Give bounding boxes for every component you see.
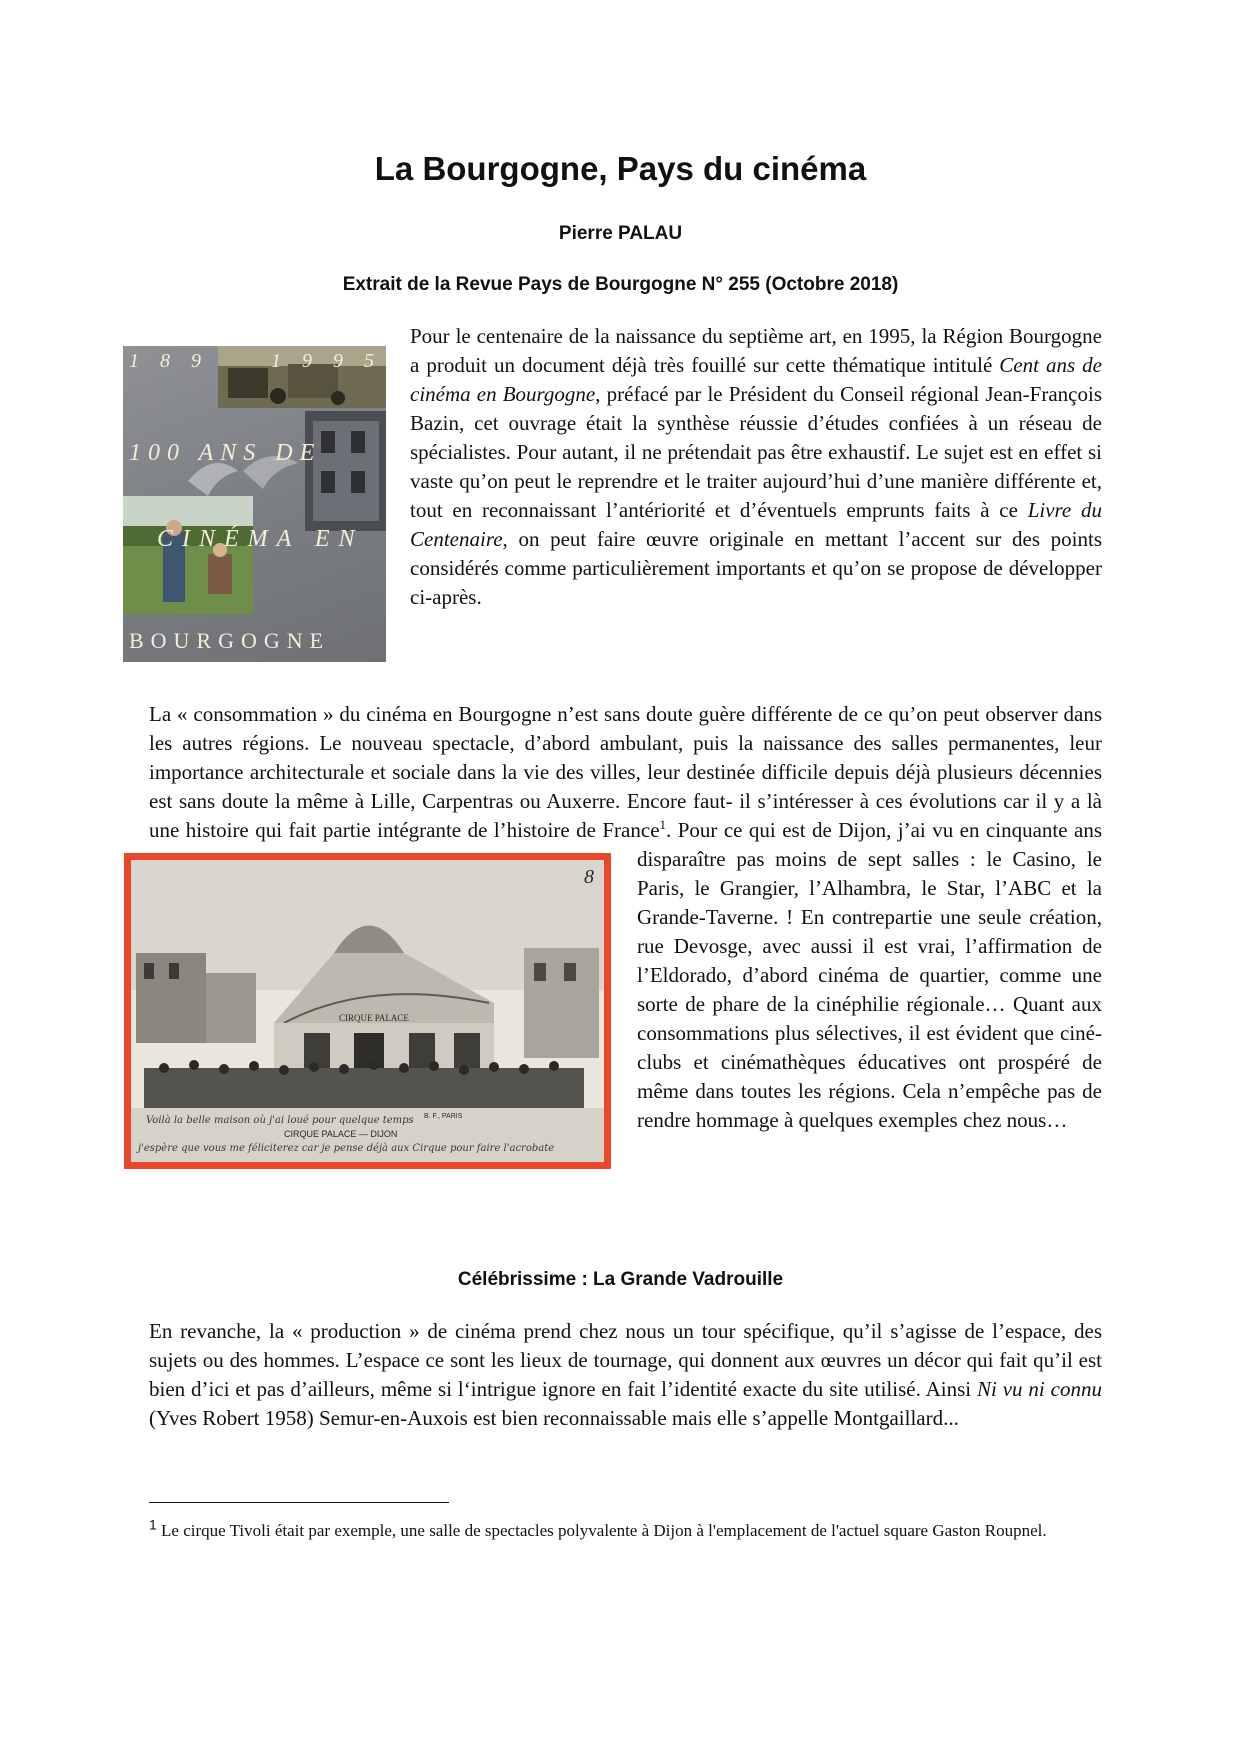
paragraph-consumption-text-2: . Pour ce qui est de Dijon, j’ai vu en cinquante ans disparaître pas moins de sept salles : le Casino, le Paris, le Grangier, l’Alhambra, le Star, l’ABC et la Grande-Taverne. ! En contrepartie une seule création, rue Devosge, avec aussi il est vrai, l’affirmation de l’Eldorado, d’abord cinéma de quartier, comme une sorte de phare de la cinéphilie régionale… Quant aux consommations plus sélectives, il est évident que ciné-clubs et cinémathèques éducatives ont prospéré de même dans toutes les régions. Cela n’empêche pas de rendre hommage à quelques exemples chez nous… <box>637 818 1102 1132</box>
postcard-handwriting-line-1: Voilà la belle maison où j'ai loué pour quelque temps <box>146 1115 414 1126</box>
postcard-sign-text: CIRQUE PALACE <box>339 1013 409 1023</box>
book-cover-image <box>123 346 386 662</box>
paragraph-consumption-text-1: La « consommation » du cinéma en Bourgogne n’est sans doute guère différente de ce qu’on peut observer dans les autres régions. Le nouveau spectacle, d’abord ambulant, puis la naissance des salles permanentes, leur importance architecturale et sociale dans la vie des villes, leur destinée difficile depuis déjà plusieurs décennies est sans doute la même à Lille, Carpentras ou Auxerre. Encore faut- il s’intéresser à ces évolutions car il y a là une histoire qui fait partie intégrante de l’histoire de France <box>149 702 1102 842</box>
cover-photo-building <box>305 411 386 531</box>
page-title: La Bourgogne, Pays du cinéma <box>374 150 867 187</box>
cirque-palace-postcard-image <box>124 853 611 1169</box>
paragraph-consumption <box>138 700 1102 1173</box>
paragraph-intro-text-2: , préfacé par le Président du Conseil régional Jean-François Bazin, cet ouvrage était la synthèse réussie d’études confiées à un réseau de spécialistes. Pour autant, il ne prétendait pas être exhaustif. Le sujet est en effet si vaste qu’on peut le reprendre et le traiter aujourd’hui d’une manière différente et, tout en reconnaissant l’antériorité et d’éventuels emprunts faits à ce <box>410 382 1102 522</box>
source-line: Extrait de la Revue Pays de Bourgogne N° 255 (Octobre 2018) <box>342 274 899 295</box>
footnote-reference[interactable]: 1 <box>659 817 667 832</box>
footnote-text: Le cirque Tivoli était par exemple, une salle de spectacles polyvalente à Dijon à l'emplacement de l'actuel square Gaston Roupnel. <box>156 1521 1047 1540</box>
footnote-mark: 1 <box>149 1516 157 1533</box>
footnote <box>149 1518 1102 1543</box>
paragraph-intro-text-3: , on peut faire œuvre originale en mettant l’accent sur des points considérés comme particulièrement importants et qu’on se propose de développer ci-après. <box>410 527 1102 609</box>
paragraph-production-text-1: En revanche, la « production » de cinéma prend chez nous un tour spécifique, qu’il s’agisse de l’espace, des sujets ou des hommes. L’espace ce sont les lieux de tournage, qui donnent aux œuvres un décor qui fait qu’il est bien d’ici et pas d’ailleurs, même si l‘intrigue ignore en fait l’identité exacte du site utilisé. Ainsi <box>149 1319 1102 1401</box>
cover-line-2: CINÉMA EN <box>157 526 364 552</box>
cover-years-left: 1 8 9 <box>129 350 209 372</box>
postcard-caption: CIRQUE PALACE — DIJON <box>284 1129 398 1139</box>
paragraph-production-text-2: (Yves Robert 1958) Semur-en-Auxois est bien reconnaissable mais elle s’appelle Montgaillard... <box>149 1406 959 1430</box>
paragraph-production <box>149 1317 1102 1433</box>
book-name-italic: Livre du Centenaire <box>410 498 1102 551</box>
film-title-italic: Ni vu ni connu <box>976 1377 1102 1401</box>
cover-line-1: 100 ANS DE <box>129 440 322 466</box>
book-title-italic: Cent ans de cinéma en Bourgogne <box>410 353 1103 406</box>
postcard-number: 8 <box>584 866 594 888</box>
author-name: Pierre PALAU <box>558 223 683 244</box>
paragraph-intro <box>410 322 1102 612</box>
cover-years-right: 1 9 9 5 <box>271 350 382 372</box>
section-heading: Célébrissime : La Grande Vadrouille <box>457 1269 784 1290</box>
postcard-publisher: B. F., PARIS <box>424 1113 463 1120</box>
postcard-handwriting-line-2: j'espère que vous me féliciterez car je pense déjà aux Cirque pour faire l'acrobate <box>138 1143 555 1154</box>
paragraph-intro-text-1: Pour le centenaire de la naissance du septième art, en 1995, la Région Bourgogne a produit un document déjà très fouillé sur cette thématique intitulé <box>410 324 1102 377</box>
footnote-separator <box>149 1502 449 1503</box>
cover-line-3: BOURGOGNE <box>129 628 331 653</box>
cover-photo-landscape <box>123 496 253 614</box>
